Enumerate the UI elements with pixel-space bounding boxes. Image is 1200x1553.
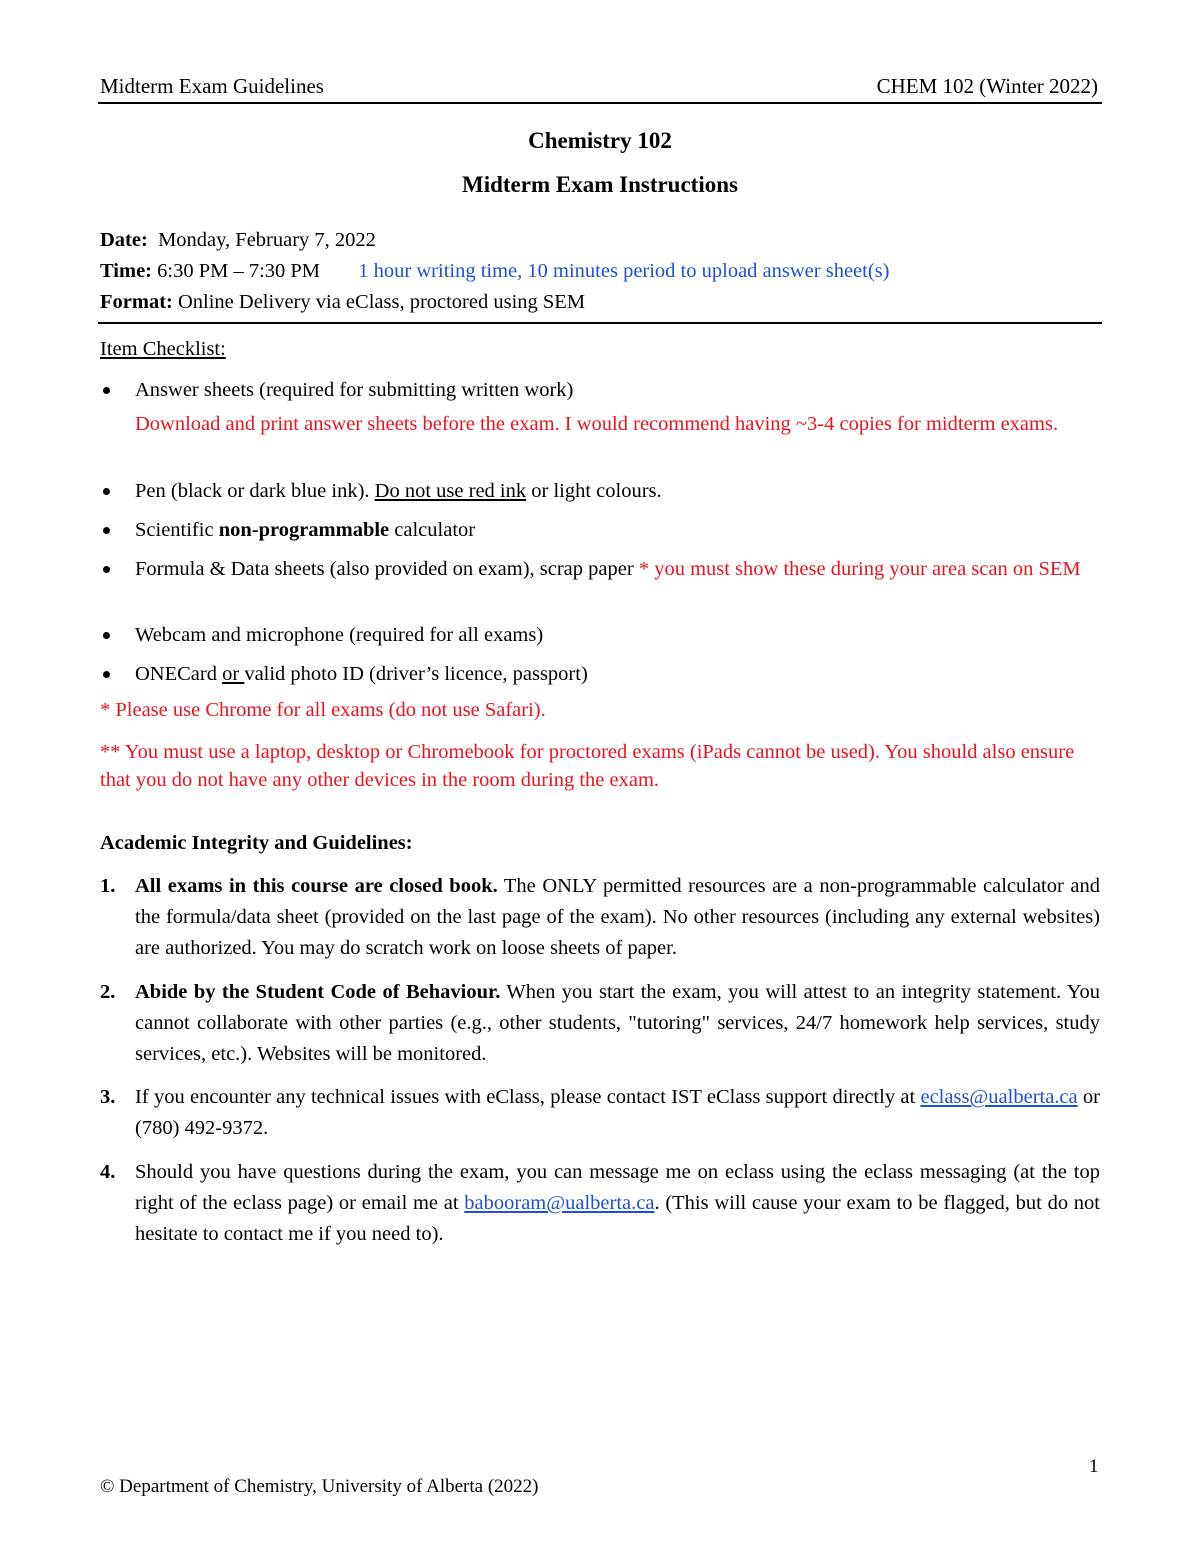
time-line xyxy=(100,260,890,283)
checklist-item-text: Webcam and microphone (required for all exams) xyxy=(135,624,544,646)
bullet-icon xyxy=(103,387,110,394)
time-note: 1 hour writing time, 10 minutes period to upload answer sheet(s) xyxy=(358,260,890,282)
emphasis-underline: Do not use red ink xyxy=(374,480,527,502)
format-value: Online Delivery via eClass, proctored using SEM xyxy=(177,291,586,313)
guideline-text: Should you have questions during the exam, you can message me on eclass using the eclass messaging (at the top right of the eclass page) or email me at xyxy=(135,1161,1100,1214)
checklist-item-text: valid photo ID (driver’s licence, passport) xyxy=(244,663,588,685)
guideline-text: The ONLY permitted resources are a non-programmable calculator and the formula/data sheet (provided on the last page of the exam). No other resources (including any external websites) are authorized. You may do scratch work on loose sheets of paper. xyxy=(135,875,1100,959)
format-line xyxy=(100,291,585,314)
checklist-item-text: or light colours. xyxy=(526,480,662,502)
checklist-item-text: Formula & Data sheets (also provided on exam), scrap paper xyxy=(135,558,639,580)
answer-sheet-note: Download and print answer sheets before the exam. I would recommend having ~3-4 copies for midterm exams. xyxy=(135,413,1059,435)
date-label: Date: xyxy=(100,229,148,251)
guideline-number: 2. xyxy=(100,981,116,1003)
document-subtitle: Midterm Exam Instructions xyxy=(462,172,738,197)
guideline-number: 4. xyxy=(100,1161,116,1183)
emphasis-bold: non-programmable xyxy=(218,519,390,541)
page-footer: © Department of Chemistry, University of Alberta (2022) xyxy=(100,1476,539,1497)
emphasis-underline: or xyxy=(222,663,245,685)
section-divider xyxy=(98,322,1102,324)
header-left: Midterm Exam Guidelines xyxy=(100,74,324,98)
header-right: CHEM 102 (Winter 2022) xyxy=(876,74,1098,98)
page-header xyxy=(98,74,1102,104)
checklist-title: Item Checklist: xyxy=(100,338,226,360)
guideline-heading: Abide by the Student Code of Behaviour. xyxy=(135,981,501,1003)
date-value: Monday, February 7, 2022 xyxy=(158,229,376,251)
guideline-text: . (This will cause your exam to be flagged, but do not hesitate to contact me if you need to). xyxy=(135,1192,1100,1245)
instructor-email-link[interactable]: babooram@ualberta.ca xyxy=(464,1192,655,1214)
bullet-icon xyxy=(103,632,110,639)
checklist-item-text: Scientific xyxy=(135,519,219,541)
bullet-icon xyxy=(103,671,110,678)
checklist-item-text: Answer sheets (required for submitting written work) xyxy=(135,379,574,401)
guideline-text: If you encounter any technical issues with eClass, please contact IST eClass support directly at xyxy=(135,1086,921,1108)
guideline-number: 1. xyxy=(100,875,116,897)
guideline-text: When you start the exam, you will attest to an integrity statement. You cannot collaborate with other parties (e.g., other students, "tutoring" services, 24/7 homework help services, study services, etc.). Websites will be monitored. xyxy=(135,981,1101,1065)
checklist-item-text: ONECard xyxy=(135,663,223,685)
guideline-number: 3. xyxy=(100,1086,116,1108)
area-scan-note: * you must show these during your area scan on SEM xyxy=(638,558,1081,580)
time-label: Time: xyxy=(100,260,153,282)
document-title: Chemistry 102 xyxy=(528,128,672,153)
time-value: 6:30 PM – 7:30 PM xyxy=(157,260,321,282)
page-number: 1 xyxy=(1089,1456,1099,1477)
format-label: Format: xyxy=(100,291,173,313)
date-line xyxy=(100,229,376,252)
guideline-heading: All exams in this course are closed book. xyxy=(135,875,498,897)
bullet-icon xyxy=(103,527,110,534)
device-note: ** You must use a laptop, desktop or Chromebook for proctored exams (iPads cannot be used). You should also ensure that you do not have any other devices in the room during the exam. xyxy=(100,741,1075,791)
bullet-icon xyxy=(103,566,110,573)
checklist-item-text: Pen (black or dark blue ink). xyxy=(135,480,375,502)
guideline-text: or (780) 492-9372. xyxy=(135,1086,1101,1139)
integrity-title: Academic Integrity and Guidelines: xyxy=(100,832,413,854)
browser-note: * Please use Chrome for all exams (do not use Safari). xyxy=(100,699,546,721)
bullet-icon xyxy=(103,488,110,495)
checklist-item-text: calculator xyxy=(389,519,476,541)
eclass-support-email-link[interactable]: eclass@ualberta.ca xyxy=(920,1086,1078,1108)
